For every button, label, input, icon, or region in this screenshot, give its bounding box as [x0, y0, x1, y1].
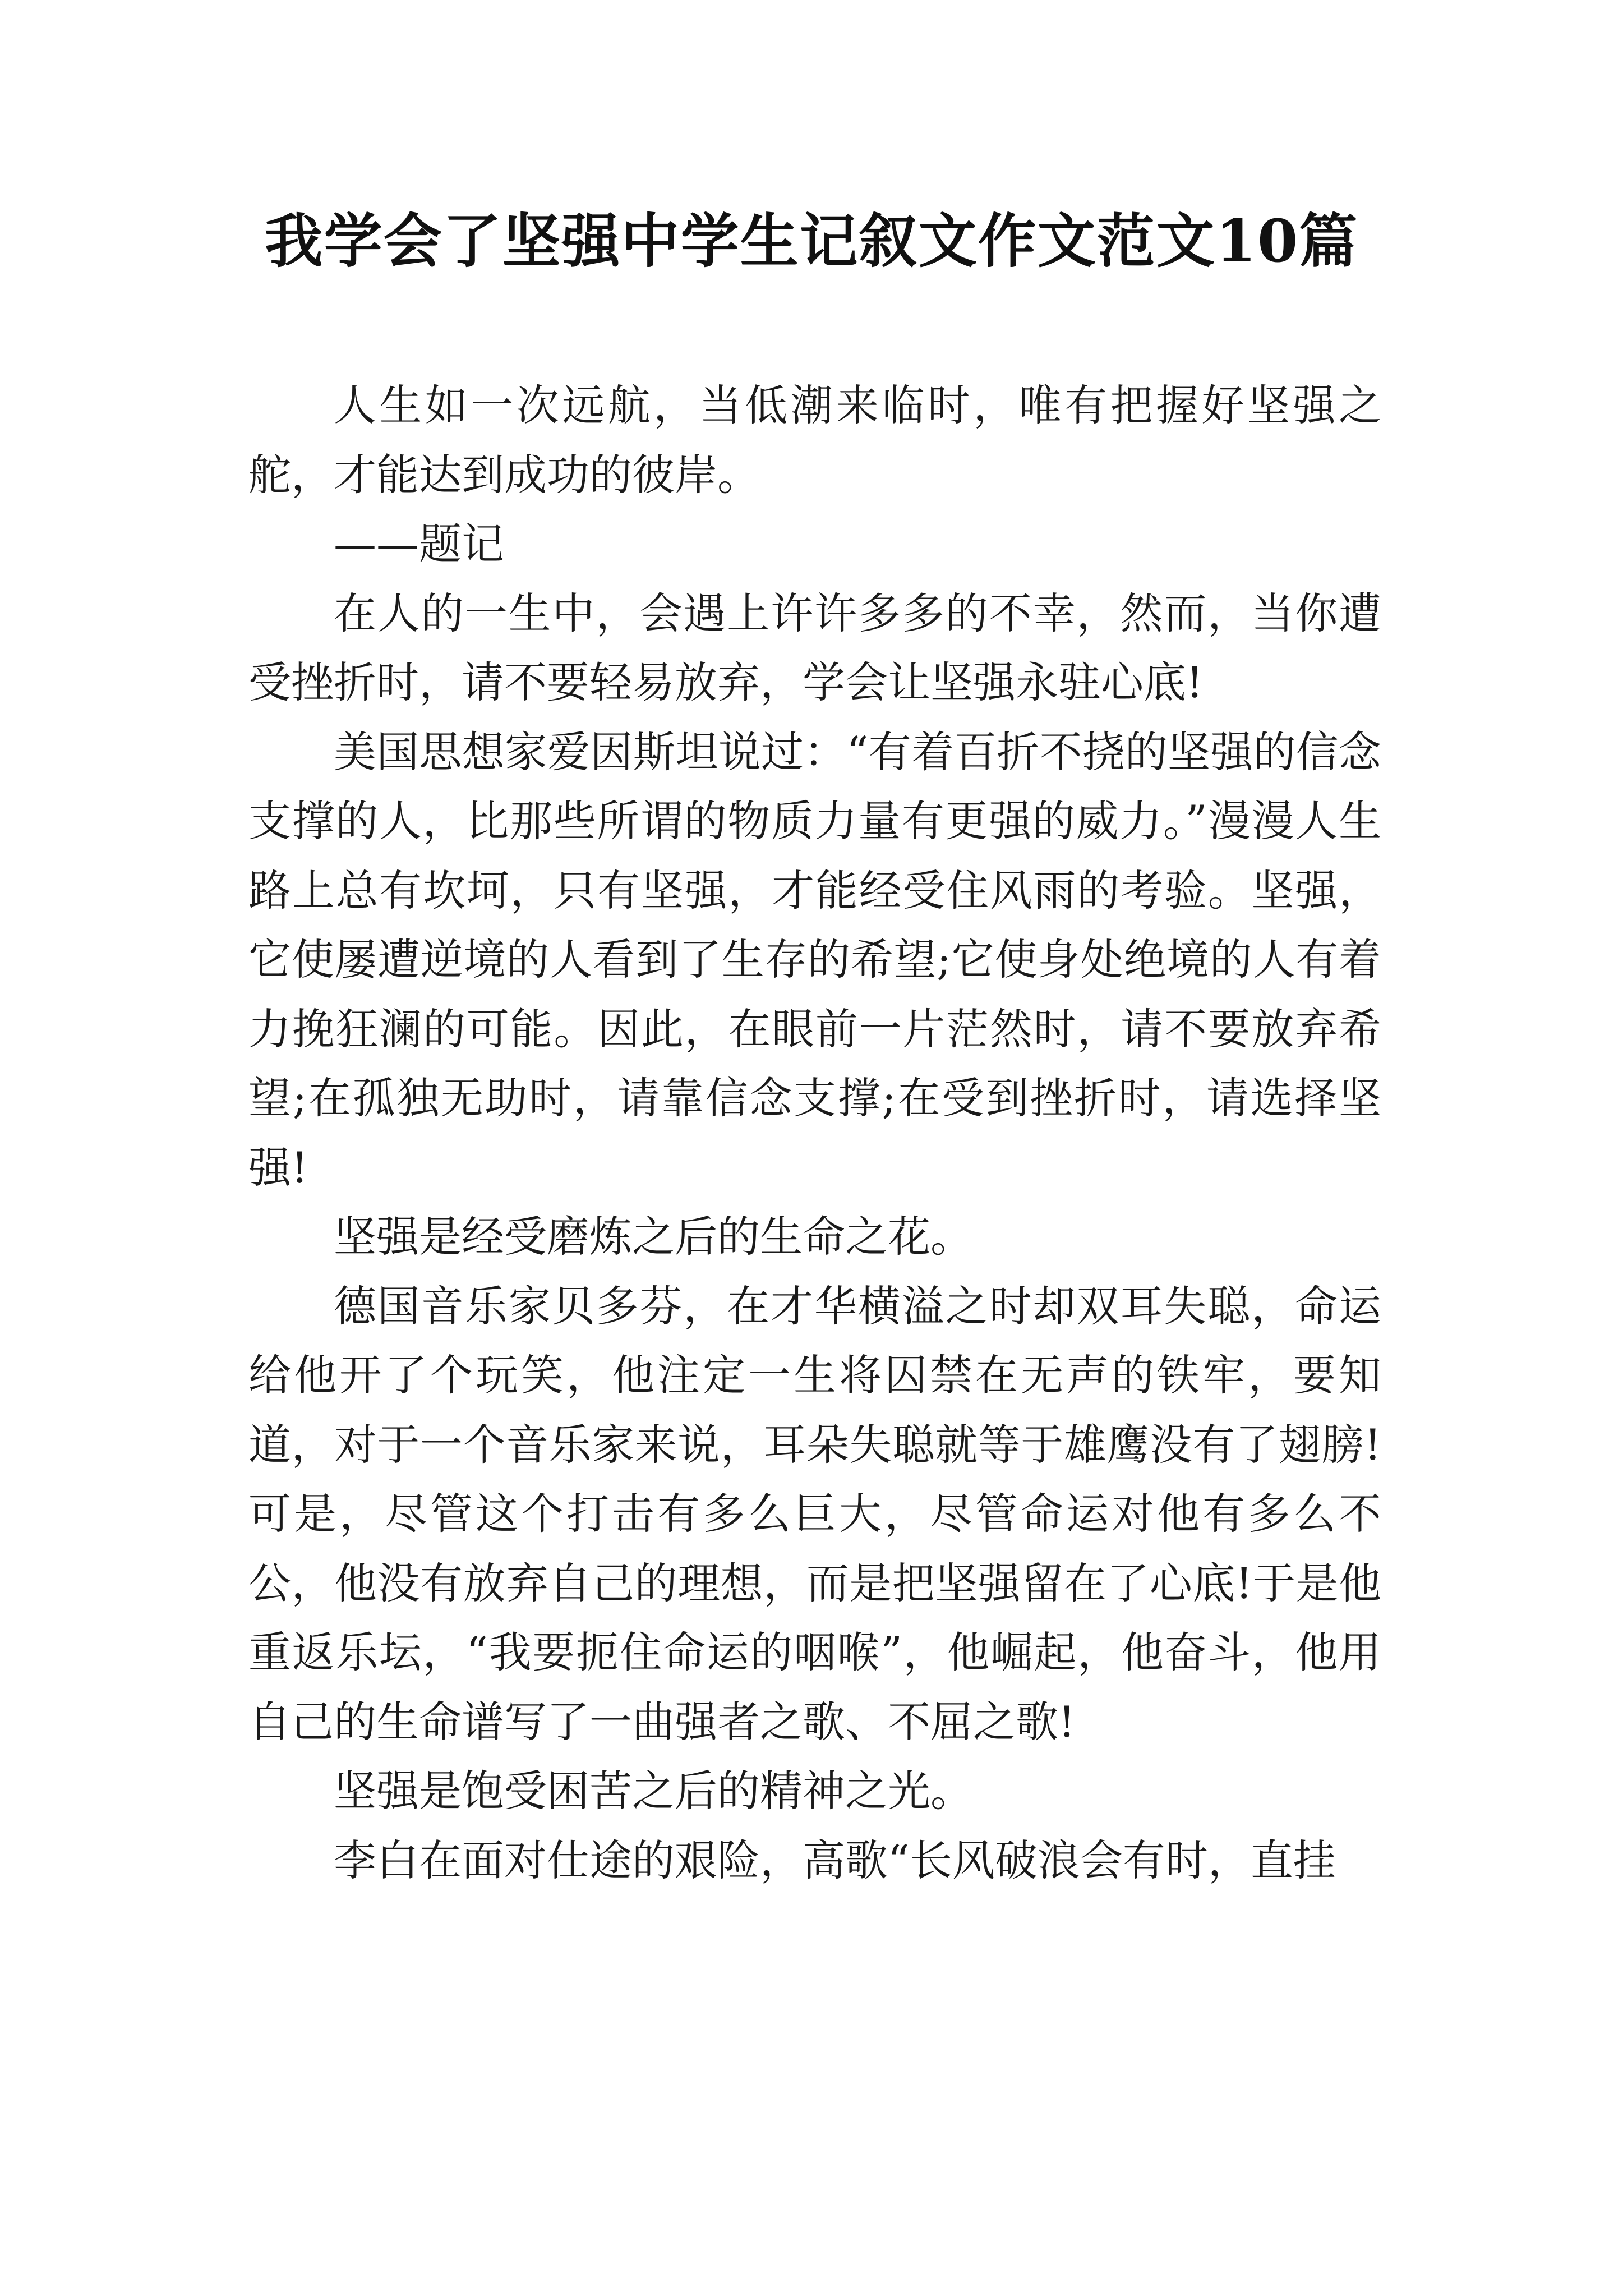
- paragraph-flower-heading: 坚强是经受磨炼之后的生命之花。: [334, 1212, 973, 1262]
- paragraph-misfortune: 在人的一生中，会遇上许许多多的不幸，然而，当你遭受挫折时，请不要轻易放弃，学会让坚强永驻心底!: [248, 588, 1381, 707]
- document-body: [248, 371, 1381, 1895]
- paragraph-light-heading: 坚强是饱受困苦之后的精神之光。: [334, 1766, 973, 1816]
- paragraph-epigraph-source: ——题记: [334, 519, 504, 569]
- paragraph-li-bai: 李白在面对仕途的艰险，高歌“长风破浪会有时，直挂: [334, 1835, 1336, 1885]
- paragraph-einstein: 美国思想家爱因斯坦说过：“有着百折不挠的坚强的信念支撑的人，比那些所谓的物质力量有更强的威力。”漫漫人生路上总有坎坷，只有坚强，才能经受住风雨的考验。坚强，它使屡遭逆境的人看到了生存的希望;它使身处绝境的人有着力挽狂澜的可能。因此，在眼前一片茫然时，请不要放弃希望;在孤独无助时，请靠信念支撑;在受到挫折时，请选择坚强!: [248, 726, 1381, 1193]
- paragraph-beethoven: 德国音乐家贝多芬，在才华横溢之时却双耳失聪，命运给他开了个玩笑，他注定一生将囚禁在无声的铁牢，要知道，对于一个音乐家来说，耳朵失聪就等于雄鹰没有了翅膀!可是，尽管这个打击有多么巨大，尽管命运对他有多么不公，他没有放弃自己的理想，而是把坚强留在了心底!于是他重返乐坛，“我要扼住命运的咽喉”，他崛起，他奋斗，他用自己的生命谱写了一曲强者之歌、不屈之歌!: [248, 1281, 1381, 1747]
- document-title: 我学会了坚强中学生记叙文作文范文10篇: [264, 206, 1359, 275]
- paragraph-intro: 人生如一次远航，当低潮来临时，唯有把握好坚强之舵，才能达到成功的彼岸。: [248, 380, 1381, 500]
